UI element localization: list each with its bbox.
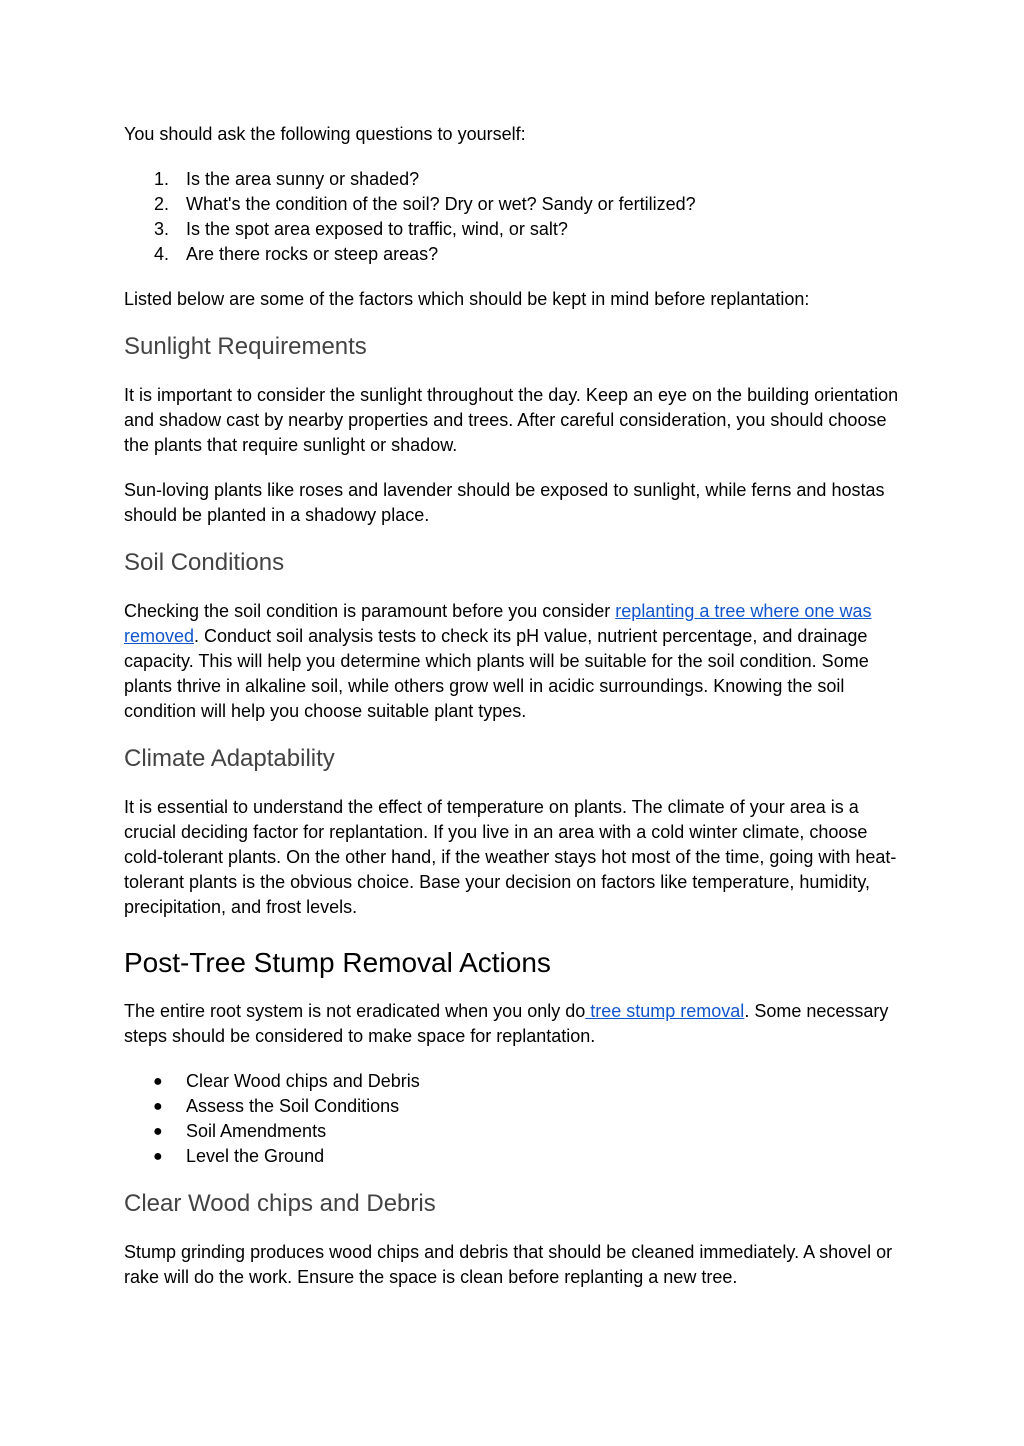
clear-debris-paragraph: Stump grinding produces wood chips and debris that should be cleaned immediately. A shovel or rake will do the work. Ensure the space is clean before replanting a new tree. (124, 1242, 893, 1287)
bullet-icon: ● (153, 1073, 163, 1090)
list-number: 1. (154, 169, 170, 189)
soil-heading: Soil Conditions (124, 549, 285, 576)
list-item (124, 217, 904, 242)
steps-list (124, 1069, 904, 1169)
bullet-icon: ● (153, 1148, 163, 1165)
list-item-text: Soil Amendments (186, 1121, 327, 1141)
list-item-text: Is the area sunny or shaded? (186, 169, 420, 189)
list-item (124, 1144, 904, 1169)
soil-paragraph (124, 599, 904, 724)
list-item (124, 1094, 904, 1119)
sunlight-paragraph-1: It is important to consider the sunlight throughout the day. Keep an eye on the building orientation and shadow cast by nearby properties and trees. After careful consideration, you should choose the plants that require sunlight or shadow. (124, 385, 899, 455)
list-item-text: What's the condition of the soil? Dry or wet? Sandy or fertilized? (186, 194, 696, 214)
tree-stump-removal-link[interactable]: tree stump removal (585, 1001, 745, 1021)
list-item-text: Clear Wood chips and Debris (186, 1071, 420, 1091)
list-number: 2. (154, 194, 170, 214)
replanting-link[interactable]: replanting a tree where one was removed (124, 601, 872, 646)
bullet-icon: ● (153, 1123, 163, 1140)
list-item (124, 1069, 904, 1094)
list-item (124, 167, 904, 192)
list-number: 4. (154, 244, 170, 264)
questions-list (124, 167, 904, 267)
list-item-text: Are there rocks or steep areas? (186, 244, 439, 264)
post-removal-text-after-link: . Some necessary steps should be considered to make space for replantation. (124, 1001, 889, 1046)
clear-debris-heading: Clear Wood chips and Debris (124, 1190, 436, 1217)
list-item (124, 1119, 904, 1144)
list-number: 3. (154, 219, 170, 239)
climate-paragraph: It is essential to understand the effect of temperature on plants. The climate of your area is a crucial deciding factor for replantation. If you live in an area with a cold winter climate, choose cold-tolerant plants. On the other hand, if the weather stays hot most of the time, going with heat-tolerant plants is the obvious choice. Base your decision on factors like temperature, humidity, precipitation, and frost levels. (124, 797, 897, 917)
soil-text-before-link: Checking the soil condition is paramount before you consider (124, 601, 616, 621)
list-item-text: Is the spot area exposed to traffic, wind, or salt? (186, 219, 568, 239)
post-removal-text-before-link: The entire root system is not eradicated when you only do (124, 1001, 586, 1021)
list-item (124, 192, 904, 217)
post-removal-paragraph (124, 999, 904, 1049)
intro-question: You should ask the following questions to yourself: (124, 124, 526, 144)
sunlight-paragraph-2: Sun-loving plants like roses and lavender should be exposed to sunlight, while ferns and hostas should be planted in a shadowy place. (124, 480, 885, 525)
sunlight-heading: Sunlight Requirements (124, 333, 367, 360)
list-item (124, 242, 904, 267)
list-item-text: Assess the Soil Conditions (186, 1096, 400, 1116)
bullet-icon: ● (153, 1098, 163, 1115)
climate-heading: Climate Adaptability (124, 745, 335, 772)
post-removal-heading: Post-Tree Stump Removal Actions (124, 947, 551, 978)
factors-intro: Listed below are some of the factors which should be kept in mind before replantation: (124, 289, 810, 309)
soil-text-after-link: . Conduct soil analysis tests to check its pH value, nutrient percentage, and drainage capacity. This will help you determine which plants will be suitable for the soil condition. Some plants thrive in alkaline soil, while others grow well in acidic surroundings. Knowing the soil condition will help you choose suitable plant types. (124, 626, 869, 721)
list-item-text: Level the Ground (186, 1146, 325, 1166)
document-page (124, 122, 904, 1310)
